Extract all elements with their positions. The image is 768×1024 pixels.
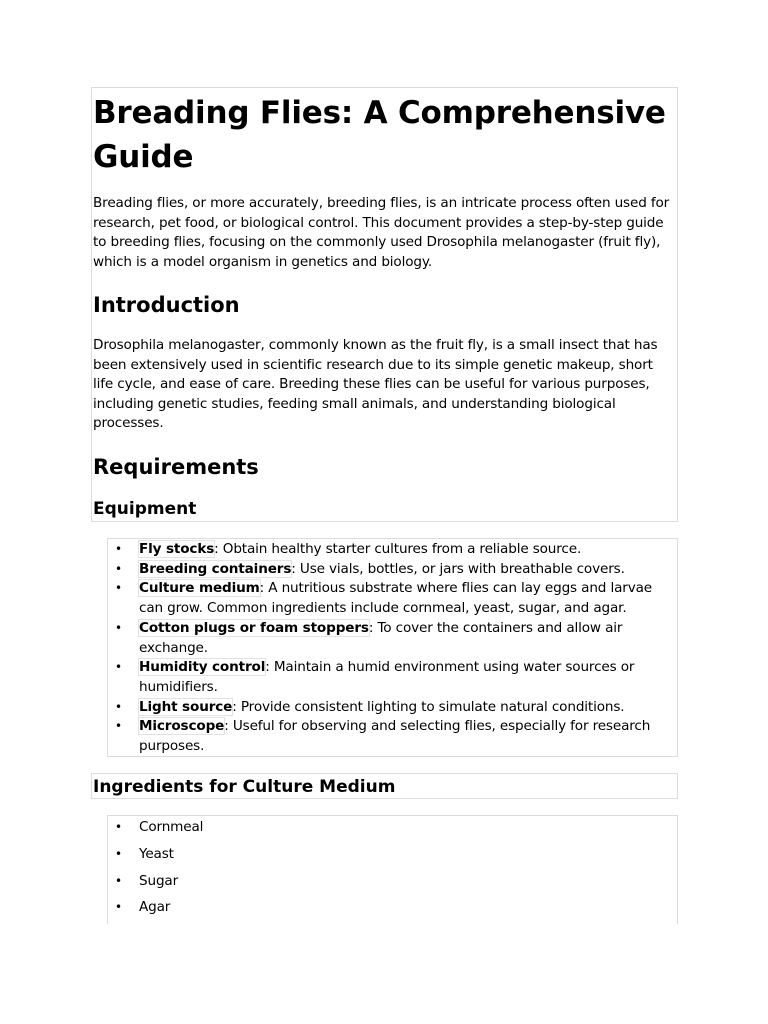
list-item — [113, 619, 673, 658]
equipment-list — [113, 540, 673, 757]
item-description: : Use vials, bottles, or jars with breathable covers. — [291, 560, 625, 577]
item-description: : A nutritious substrate where flies can lay eggs and larvae can grow. Common ingredients include cornmeal, yeast, sugar, and agar. — [139, 580, 652, 617]
item-description: : Useful for observing and selecting flies, especially for research purposes. — [139, 718, 651, 755]
ingredients-heading: Ingredients for Culture Medium — [93, 777, 396, 797]
introduction-paragraph: Drosophila melanogaster, commonly known as the fruit fly, is a small insect that has been extensively used in scientific research due to its simple genetic makeup, short life cycle, and ease of care. Breeding these flies can be useful for various purposes, including genetic studies, feeding small animals, and understanding biological processes. — [93, 337, 658, 432]
bullet-icon: • — [115, 620, 122, 635]
bullet-icon: • — [115, 719, 122, 734]
item-description: : Obtain healthy starter cultures from a reliable source. — [214, 541, 582, 557]
list-item — [113, 540, 673, 560]
list-item — [113, 698, 673, 718]
list-item — [113, 814, 673, 841]
item-term: Fly stocks — [139, 541, 215, 557]
bullet-icon: • — [115, 820, 122, 834]
item-term: Light source — [139, 698, 233, 715]
equipment-heading: Equipment — [93, 499, 197, 519]
introduction-heading: Introduction — [93, 293, 240, 317]
page-title: Breading Flies: A Comprehensive Guide — [93, 95, 666, 175]
requirements-heading: Requirements — [93, 455, 259, 479]
bullet-icon: • — [115, 846, 122, 861]
bullet-icon: • — [115, 660, 122, 675]
item-description: : Provide consistent lighting to simulate natural conditions. — [232, 698, 625, 715]
intro-paragraph: Breading flies, or more accurately, breeding flies, is an intricate process often used for research, pet food, or biological control. This document provides a step-by-step guide to breeding flies, focusing on the commonly used Drosophila melanogaster (fruit fly), which is a model organism in genetics and biology. — [93, 195, 670, 270]
ingredient-label: Sugar — [139, 872, 179, 889]
ingredient-label: Agar — [139, 899, 171, 916]
item-term: Microscope — [139, 718, 225, 735]
bullet-icon: • — [115, 581, 122, 596]
list-item — [113, 717, 673, 756]
item-description: : To cover the containers and allow air exchange. — [139, 619, 623, 656]
ingredients-list — [113, 814, 673, 921]
list-item — [113, 894, 673, 921]
bullet-icon: • — [115, 873, 122, 888]
item-description: : Maintain a humid environment using water sources or humidifiers. — [139, 659, 635, 695]
item-term: Breeding containers — [139, 560, 292, 577]
ingredient-label: Yeast — [139, 845, 174, 862]
item-term: Culture medium — [139, 580, 260, 597]
list-item — [113, 658, 673, 697]
item-term: Humidity control — [139, 659, 266, 676]
item-term: Cotton plugs or foam stoppers — [139, 619, 369, 636]
bullet-icon: • — [115, 699, 122, 714]
bullet-icon: • — [115, 542, 122, 556]
bullet-icon: • — [115, 900, 122, 915]
list-item — [113, 579, 673, 618]
list-item — [113, 868, 673, 895]
ingredient-label: Cornmeal — [139, 819, 204, 835]
list-item — [113, 841, 673, 868]
bullet-icon: • — [115, 561, 122, 576]
list-item — [113, 560, 673, 580]
